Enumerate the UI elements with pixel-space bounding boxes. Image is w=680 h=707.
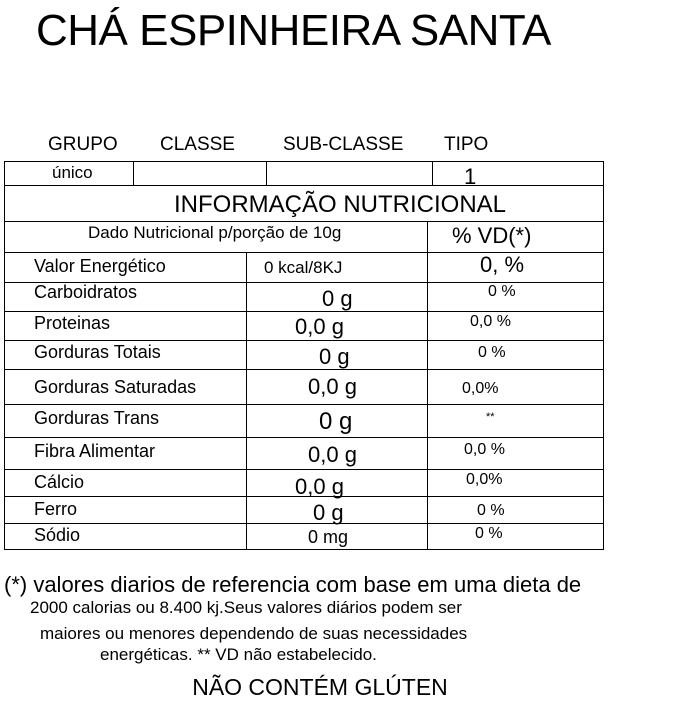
table-rule xyxy=(4,437,603,438)
footnote-line-4: energéticas. ** VD não estabelecido. xyxy=(100,645,377,664)
header-tipo: TIPO xyxy=(444,134,489,155)
table-rule xyxy=(4,549,603,550)
nutrient-vd-calcio: 0,0% xyxy=(466,471,503,488)
nutrient-vd-gorduras-saturadas: 0,0% xyxy=(462,380,499,397)
vd-header: % VD(*) xyxy=(452,223,532,248)
nutrient-name-carboidratos: Carboidratos xyxy=(34,282,138,302)
table-rule xyxy=(4,469,603,470)
nutrient-amount-ferro: 0 g xyxy=(313,500,344,525)
nutrient-name-gorduras-trans: Gorduras Trans xyxy=(34,408,160,428)
portion-label: Dado Nutricional p/porção de 10g xyxy=(88,223,342,242)
header-grupo: GRUPO xyxy=(48,134,118,155)
table-rule xyxy=(4,221,603,222)
footnote-line-3: maiores ou menores dependendo de suas necessidades xyxy=(40,624,468,643)
table-rule xyxy=(4,311,603,312)
footnote-line-1: (*) valores diarios de referencia com base em uma dieta de xyxy=(4,572,582,597)
table-rule xyxy=(432,161,433,185)
table-rule xyxy=(266,161,267,185)
table-rule xyxy=(246,252,247,550)
footnote-line-2: 2000 calorias ou 8.400 kj.Seus valores diários podem ser xyxy=(30,598,462,617)
nutrient-vd-gorduras-trans: ** xyxy=(486,411,495,423)
nutrient-name-ferro: Ferro xyxy=(34,499,78,519)
nutrient-amount-valor-energetico: 0 kcal/8KJ xyxy=(264,258,343,277)
nutrient-amount-sodio: 0 mg xyxy=(308,527,349,547)
nutrient-vd-proteinas: 0,0 % xyxy=(470,313,511,330)
table-rule xyxy=(4,161,603,162)
table-rule xyxy=(427,252,428,550)
nutrient-amount-fibra-alimentar: 0,0 g xyxy=(308,442,357,467)
table-rule xyxy=(4,404,603,405)
nutrient-vd-valor-energetico: 0, % xyxy=(480,252,525,277)
table-rule xyxy=(4,161,5,550)
nutrient-name-calcio: Cálcio xyxy=(34,472,85,492)
nutrient-amount-proteinas: 0,0 g xyxy=(295,314,344,339)
nutrient-vd-gorduras-totais: 0 % xyxy=(478,344,506,361)
nutrient-amount-calcio: 0,0 g xyxy=(295,474,344,499)
gluten-notice: NÃO CONTÉM GLÚTEN xyxy=(192,674,448,700)
table-rule xyxy=(4,523,603,524)
nutrient-vd-ferro: 0 % xyxy=(477,502,505,519)
section-title: INFORMAÇÃO NUTRICIONAL xyxy=(173,191,506,218)
nutrient-amount-gorduras-totais: 0 g xyxy=(319,344,350,369)
nutrient-vd-sodio: 0 % xyxy=(475,525,503,542)
table-rule xyxy=(4,185,603,186)
nutrient-amount-gorduras-saturadas: 0,0 g xyxy=(308,374,357,399)
nutrient-vd-carboidratos: 0 % xyxy=(488,283,516,300)
header-sub-classe: SUB-CLASSE xyxy=(283,134,404,155)
nutrient-name-gorduras-saturadas: Gorduras Saturadas xyxy=(34,377,197,397)
table-rule xyxy=(427,221,428,252)
header-classe: CLASSE xyxy=(160,134,235,155)
table-rule xyxy=(4,369,603,370)
nutrient-amount-carboidratos: 0 g xyxy=(322,286,353,311)
tipo-value: 1 xyxy=(464,164,477,189)
nutrient-amount-gorduras-trans: 0 g xyxy=(319,408,353,435)
nutrient-name-sodio: Sódio xyxy=(34,525,81,545)
table-rule xyxy=(603,161,604,550)
product-title: CHÁ ESPINHEIRA SANTA xyxy=(36,6,551,55)
table-rule xyxy=(4,340,603,341)
nutrient-name-fibra-alimentar: Fibra Alimentar xyxy=(34,441,156,461)
nutrient-vd-fibra-alimentar: 0,0 % xyxy=(464,441,505,458)
table-rule xyxy=(133,161,134,185)
grupo-value: único xyxy=(52,163,93,182)
nutrient-name-proteinas: Proteinas xyxy=(34,313,111,333)
nutrient-name-gorduras-totais: Gorduras Totais xyxy=(34,342,161,362)
nutrient-name-valor-energetico: Valor Energético xyxy=(34,256,166,276)
